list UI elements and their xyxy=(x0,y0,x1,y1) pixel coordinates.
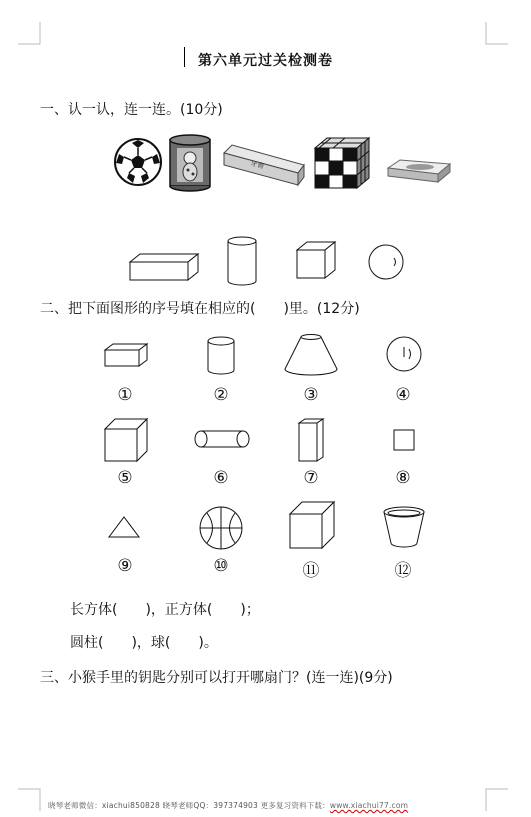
footer-note xyxy=(48,800,408,811)
label-4: ④ xyxy=(395,385,411,405)
label-9: ⑨ xyxy=(117,556,133,576)
label-1: ① xyxy=(117,385,133,405)
shape1-cuboid-icon xyxy=(103,342,149,368)
shape3-cone-icon xyxy=(283,333,339,377)
shape9-triangle-icon xyxy=(107,515,141,539)
shape2-cylinder-icon xyxy=(206,336,236,376)
can-icon xyxy=(168,134,212,192)
label-7: ⑦ xyxy=(303,468,319,488)
label-8: ⑧ xyxy=(395,468,411,488)
section1-heading: 一、认一认，连一连。(10分) xyxy=(40,102,223,118)
shape12-bucket-icon xyxy=(381,505,427,549)
section3-heading: 三、小猴手里的钥匙分别可以打开哪扇门？(连一连)(9分) xyxy=(40,670,393,686)
crop-mark-bottom-left xyxy=(18,787,40,809)
cuboid-icon xyxy=(128,252,200,282)
label-10: ⑩ xyxy=(213,556,229,576)
answer-line-2: 圆柱( )，球( )。 xyxy=(70,635,218,651)
label-11: ⑪ xyxy=(302,561,320,581)
crop-mark-top-left xyxy=(18,22,40,44)
footer-text: 晓琴老师微信：xiachui850828 晓琴老师QQ：397374903 更多复习资料下载： xyxy=(48,801,330,810)
shape6-cylinder-icon xyxy=(193,429,251,449)
label-6: ⑥ xyxy=(213,468,229,488)
soap-dish-icon xyxy=(386,158,452,186)
svg-text:牙膏: 牙膏 xyxy=(249,159,266,171)
shape4-sphere-icon xyxy=(385,335,423,373)
crop-mark-bottom-right xyxy=(484,787,506,809)
shape8-square-icon xyxy=(392,428,416,452)
shape5-cube-icon xyxy=(103,417,149,463)
label-3: ③ xyxy=(303,385,319,405)
soccer-ball-icon xyxy=(113,137,163,187)
footer-link[interactable]: www.xiachui77.com xyxy=(329,801,409,810)
page-title: 第六单元过关检测卷 xyxy=(198,53,333,69)
gum-box-icon xyxy=(220,143,308,189)
shape11-cube-icon xyxy=(288,500,336,550)
shape7-cuboid-icon xyxy=(297,417,325,463)
cylinder-icon xyxy=(226,235,258,287)
rubiks-cube-icon xyxy=(313,136,371,190)
cube-icon xyxy=(295,240,337,280)
crop-mark-top-right xyxy=(484,22,506,44)
shape10-basketball-icon xyxy=(198,505,244,551)
label-2: ② xyxy=(213,385,229,405)
sphere-icon xyxy=(367,243,405,281)
section2-heading: 二、把下面图形的序号填在相应的( )里。(12分) xyxy=(40,301,360,317)
label-5: ⑤ xyxy=(117,468,133,488)
label-12: ⑫ xyxy=(394,561,412,581)
answer-line-1: 长方体( )，正方体( )； xyxy=(70,602,260,618)
